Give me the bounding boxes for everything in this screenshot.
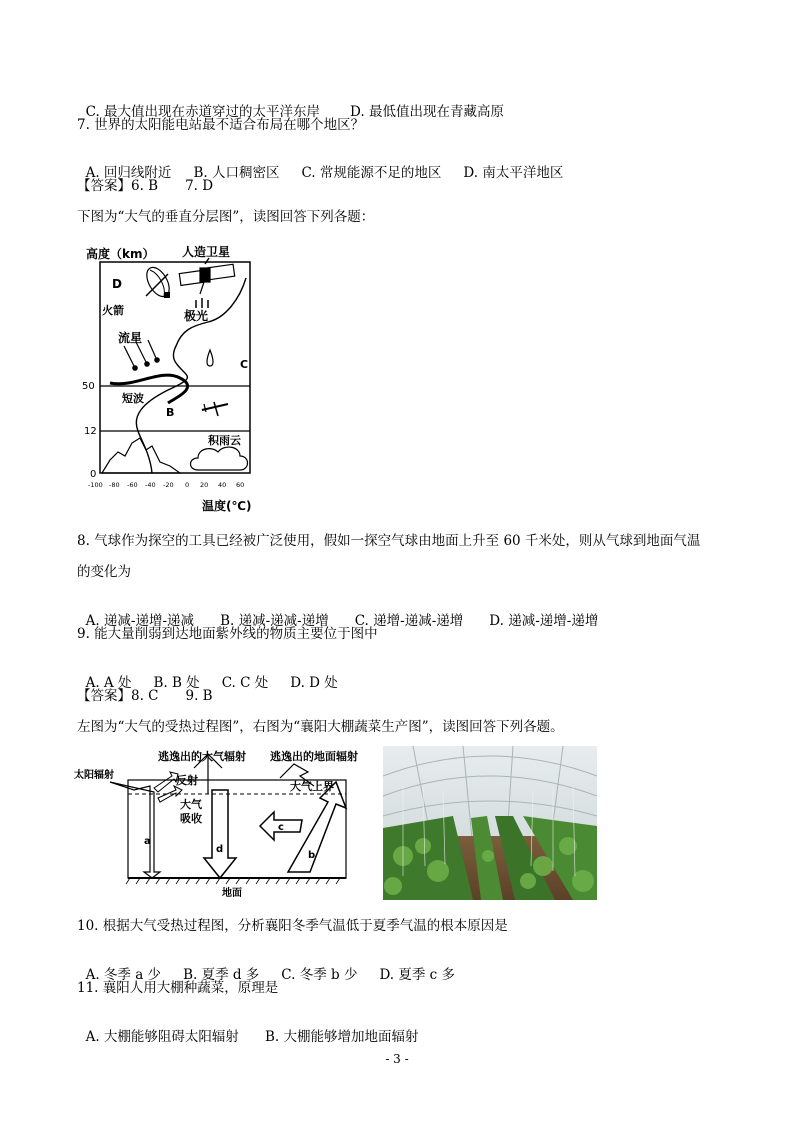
xtick: -20 — [163, 481, 174, 489]
q9-option-a: A. A 处 — [85, 675, 132, 691]
label-shortwave: 短波 — [122, 392, 144, 405]
label-aurora: 极光 — [184, 309, 209, 323]
label-b: b — [308, 850, 316, 861]
label-absorb-2: 吸收 — [180, 812, 202, 825]
arrow-a — [110, 782, 160, 878]
intro-fig2: 左图为“大气的受热过程图”，右图为“襄阳大棚蔬菜生产图”，读图回答下列各题。 — [77, 719, 564, 735]
label-layer-d: D — [112, 277, 122, 291]
label-cumulonimbus: 积雨云 — [208, 434, 241, 447]
xtick: -40 — [145, 481, 156, 489]
fig1-xlabel: 温度(℃) — [202, 499, 252, 513]
q9-option-b: B. B 处 — [153, 675, 200, 691]
q9-stem: 9. 能大量削弱到达地面紫外线的物质主要位于图中 — [77, 626, 378, 642]
q7-option-b: B. 人口稠密区 — [193, 165, 280, 181]
atmosphere-layer-figure — [80, 238, 270, 516]
q10-option-c: C. 冬季 b 少 — [281, 967, 358, 983]
label-d: d — [216, 844, 224, 855]
xtick: 40 — [218, 481, 227, 489]
answer-6-7: 【答案】6. B 7. D — [77, 178, 214, 194]
q11-option-b: B. 大棚能够增加地面辐射 — [264, 1029, 419, 1045]
q6-option-c: C. 最大值出现在赤道穿过的太平洋东岸 — [85, 104, 321, 120]
q10-option-d: D. 夏季 c 多 — [379, 967, 456, 983]
greenhouse-photo — [383, 746, 597, 900]
q7-option-d: D. 南太平洋地区 — [463, 165, 564, 181]
label-reflect: 反射 — [176, 774, 198, 787]
ytick-0: 0 — [90, 469, 97, 480]
heating-process-figure — [74, 746, 374, 900]
q6-option-d: D. 最低值出现在青藏高原 — [350, 104, 504, 120]
label-a: a — [144, 836, 151, 847]
xtick: -100 — [88, 481, 103, 489]
q8-stem-line2: 的变化为 — [77, 564, 131, 580]
q8-option-c: C. 递增-递减-递增 — [354, 613, 464, 629]
intro-fig1: 下图为“大气的垂直分层图”，读图回答下列各题： — [77, 209, 375, 225]
page-number: - 3 - — [385, 1052, 409, 1066]
label-layer-b: B — [166, 406, 175, 419]
label-ground: 地面 — [222, 888, 242, 899]
arrow-reflect — [154, 772, 178, 792]
q8-stem-line1: 8. 气球作为探空的工具已经被广泛使用，假如一探空气球由地面上升至 60 千米处，则从气球到地面气温 — [77, 533, 701, 549]
label-solar: 太阳辐射 — [74, 770, 114, 781]
q10-option-b: B. 夏季 d 多 — [183, 967, 260, 983]
label-escaped-atmo: 逃逸出的大气辐射 — [158, 750, 246, 763]
label-rocket: 火箭 — [102, 304, 124, 317]
xtick: 0 — [185, 481, 190, 489]
label-escaped-ground: 逃逸出的地面辐射 — [270, 750, 358, 763]
q10-stem: 10. 根据大气受热过程图，分析襄阳冬季气温低于夏季气温的根本原因是 — [77, 918, 508, 934]
q11-stem: 11. 襄阳人用大棚种蔬菜，原理是 — [77, 980, 279, 996]
q8-option-d: D. 递减-递增-递增 — [489, 613, 599, 629]
xtick: -60 — [127, 481, 138, 489]
xtick: 60 — [236, 481, 245, 489]
ytick-12: 12 — [84, 426, 97, 437]
q11-option-a: A. 大棚能够阻碍太阳辐射 — [85, 1029, 239, 1045]
label-c: c — [278, 822, 284, 833]
xtick: 20 — [200, 481, 209, 489]
q9-option-c: C. C 处 — [221, 675, 269, 691]
q8-option-b: B. 递减-递减-递增 — [220, 613, 329, 629]
answer-8-9: 【答案】8. C 9. B — [77, 688, 213, 704]
label-absorb-1: 大气 — [180, 798, 202, 811]
q7-option-a: A. 回归线附近 — [85, 165, 172, 181]
label-layer-c: C — [240, 358, 249, 371]
q7-stem: 7. 世界的太阳能电站最不适合布局在哪个地区？ — [77, 117, 365, 133]
q10-option-a: A. 冬季 a 少 — [85, 967, 162, 983]
label-upper-boundary: 大气上界 — [290, 780, 334, 793]
arrow-b — [288, 782, 346, 872]
ytick-50: 50 — [82, 381, 95, 392]
label-meteor: 流星 — [118, 331, 143, 345]
q9-option-d: D. D 处 — [290, 675, 338, 691]
fig1-ylabel: 高度（km） — [86, 247, 155, 261]
q8-option-a: A. 递减-递增-递减 — [85, 613, 195, 629]
q11-options-row — [77, 1010, 418, 1046]
q7-option-c: C. 常规能源不足的地区 — [301, 165, 442, 181]
label-satellite: 人造卫星 — [182, 245, 231, 259]
arrow-d — [204, 790, 236, 878]
xtick: -80 — [109, 481, 120, 489]
